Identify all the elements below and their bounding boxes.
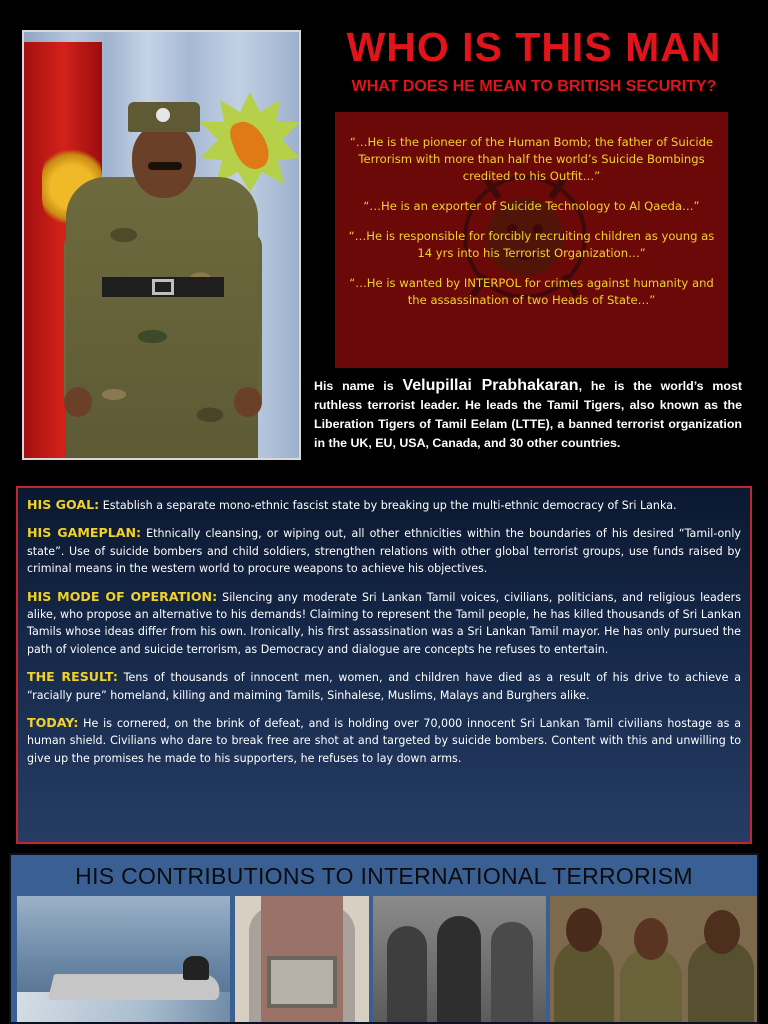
intro-paragraph: His name is Velupillai Prabhakaran, he is the world’s most ruthless terrorist leader. He leads the Tamil Tigers, also known as the Liberation Tigers of Tamil Eelam (LTTE), a banned terrorist organization in the UK, EU, USA, Canada, and 30 other countries. [314,377,742,450]
top-section [0,0,768,482]
details-panel [16,486,752,844]
section-result: THE RESULT: Tens of thousands of innocent men, women, and children have died as a result of his drive to achieve a “racially pure” homeland, killing and maiming Tamils, Sinhalese, Muslims, Malays and Burghers alike. [27,669,742,702]
quote-2: “…He is an exporter of Suicide Technology to Al Qaeda…” [363,199,700,213]
contributions-panel [9,853,759,1024]
speedboat-photo [17,896,230,1024]
portrait-photo [22,30,301,460]
page-title: WHO IS THIS MAN [346,24,722,70]
leader-name: Velupillai Prabhakaran [402,377,579,394]
quote-3: “…He is responsible for forcibly recruiting children as young as 14 yrs into his Terrorist Organization…” [348,229,715,260]
quote-box [335,112,728,368]
quote-1: “…He is the pioneer of the Human Bomb; the father of Suicide Terrorism with more than half the world’s Suicide Bombings credited to his Outfit…” [349,135,714,183]
section-gameplan: HIS GAMEPLAN: Ethnically cleansing, or wiping out, all other ethnicities within the boundaries of his desired “Tamil-only state”. Use of suicide bombers and child soldiers, strengthen relations with other global terrorist groups, use funds raised by criminal means in the western world to procure weapons to achieve his objectives. [27,525,741,576]
camouflage-uniform [66,177,258,460]
section-today: TODAY: He is cornered, on the brink of defeat, and is holding over 70,000 innocent Sri Lankan Tamil civilians hostage as a human shield. Civilians who dare to break free are shot at and targeted by suicide bombers. Content with this and unwilling to give up the promises he made to his supporters, he refuses to lay down arms. [27,715,741,765]
section-mode-of-operation: HIS MODE OF OPERATION: Silencing any moderate Sri Lankan Tamil voices, civilians, politicians, and religious leaders alike, who propose an alternative to his demands! Claiming to represent the Tamil people, he has killed thousands of Sri Lankan Tamils whose ideas differ from his own. Ironically, his first assassination was a Sri Lankan Tamil mayor. He has only pursued the path of violence and suicide terrorism, as Democracy and dialogue are concepts he refuses to entertain. [27,588,741,656]
contributions-heading: HIS CONTRIBUTIONS TO INTERNATIONAL TERRORISM [75,863,693,889]
armed-cadres-photo [373,896,546,1024]
suicide-vest-photo [235,896,369,1024]
child-soldiers-photo [550,896,759,1024]
face [132,124,196,198]
section-goal: HIS GOAL: Establish a separate mono-ethnic fascist state by breaking up the multi-ethnic democracy of Sri Lanka. [27,497,677,512]
page-subtitle: WHAT DOES HE MEAN TO BRITISH SECURITY? [351,78,717,95]
quote-4: “…He is wanted by INTERPOL for crimes against humanity and the assassination of two Heads of State…” [349,276,714,307]
